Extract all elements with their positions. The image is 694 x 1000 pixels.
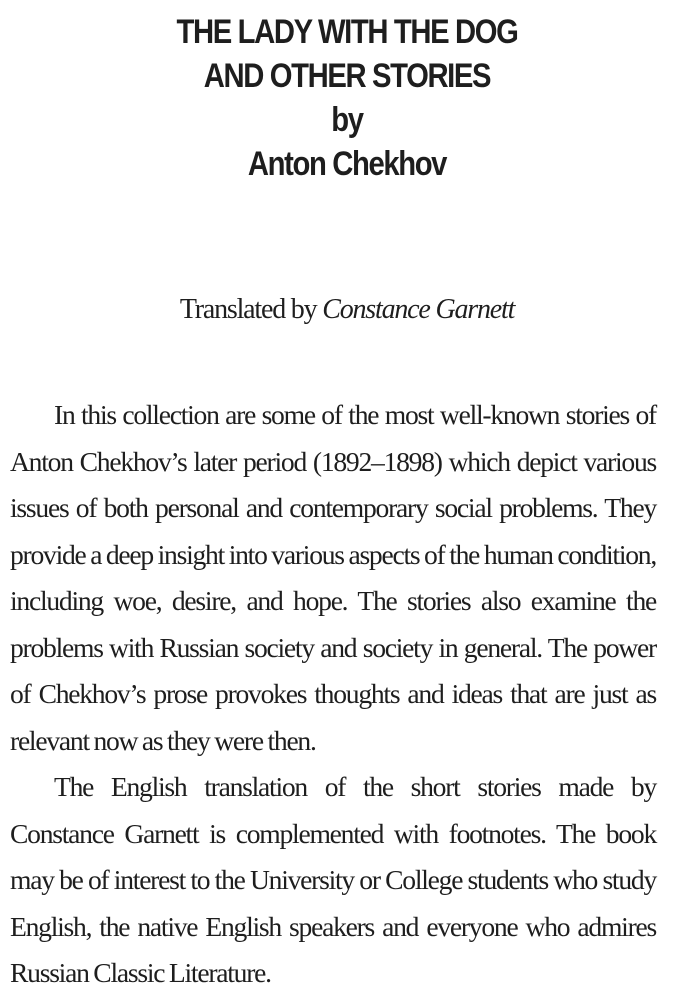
book-title-line-1: THE LADY WITH THE DOG	[176, 13, 518, 51]
by-line: by	[331, 101, 363, 139]
translator-prefix: Translated by	[179, 294, 317, 325]
description-paragraph-2: The English translation of the short stories made by Constance Garnett is complemented with footnotes. The book may be of interest to the University or College students who study English, the native English speakers and everyone who admires Russian Classic Literature.	[10, 771, 656, 988]
book-title-line-2: AND OTHER STORIES	[203, 57, 491, 95]
description-paragraph-1: In this collection are some of the most well-known stories of Anton Chekhov’s later period (1892–1898) which depict various issues of both personal and contemporary social problems. They provide a deep insight into various aspects of the human condition, including woe, desire, and hope. The stories also examine the problems with Russian society and society in general. The power of Chekhov’s prose provokes thoughts and ideas that are just as relevant now as they were then.	[10, 399, 656, 756]
author-name: Anton Chekhov	[247, 145, 447, 183]
title-block	[0, 10, 694, 186]
translator-name: Constance Garnett	[322, 294, 515, 325]
description-text	[10, 392, 656, 997]
translator-credit	[0, 292, 694, 328]
